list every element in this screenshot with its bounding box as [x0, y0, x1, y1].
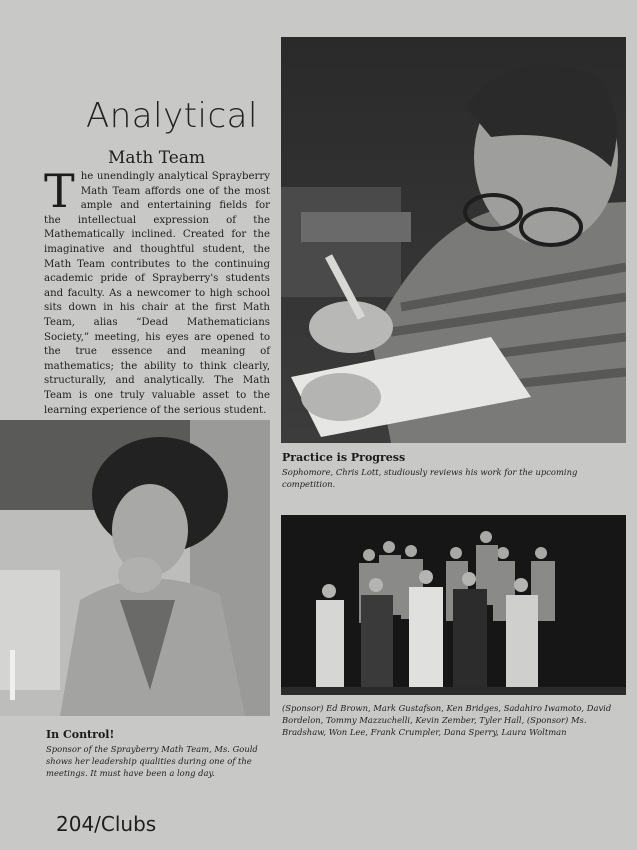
page-title: Analytical [86, 96, 258, 136]
caption-heading: In Control! [46, 728, 115, 741]
photo-math-team-group [281, 515, 626, 695]
page-folio: 204/Clubs [56, 812, 157, 836]
drop-cap: T [44, 164, 75, 218]
photo-student-studying [281, 37, 626, 443]
caption-text: Sophomore, Chris Lott, studiously reviews his work for the upcoming competition. [282, 467, 578, 489]
caption-heading: Practice is Progress [282, 451, 406, 464]
intro-text: he unendingly analytical Sprayberry Math Team affords one of the most ample and entertaining fields for the intellectual expression of the Mathematically inclined. Created for the imaginative and thoughtful student, the Math Team contributes to the continuing academic pride of Sprayberry's students and faculty. As a newcomer to high school sits down in his chair at the first Math Team, alias “Dead Mathematicians Society,” meeting, his eyes are opened to the true essence and meaning of mathematics; the ability to think clearly, structurally, and analytically. The Math Team is one truly valuable asset to the learning experience of the serious student. [44, 171, 270, 416]
section-subtitle: Math Team [108, 148, 206, 168]
intro-paragraph [44, 164, 270, 418]
photo-sponsor [0, 420, 270, 716]
caption-text: Sponsor of the Sprayberry Math Team, Ms. Gould shows her leadership qualities during one of the meetings. It must have been a long day. [46, 744, 258, 778]
caption-text: (Sponsor) Ed Brown, Mark Gustafson, Ken Bridges, Sadahiro Iwamoto, David Bordelon, Tommy Mazzuchelli, Kevin Zember, Tyler Hall, (Sponsor) Ms. Bradshaw, Won Lee, Frank Crumpler, Dana Sperry, Laura Woltman [282, 703, 612, 737]
